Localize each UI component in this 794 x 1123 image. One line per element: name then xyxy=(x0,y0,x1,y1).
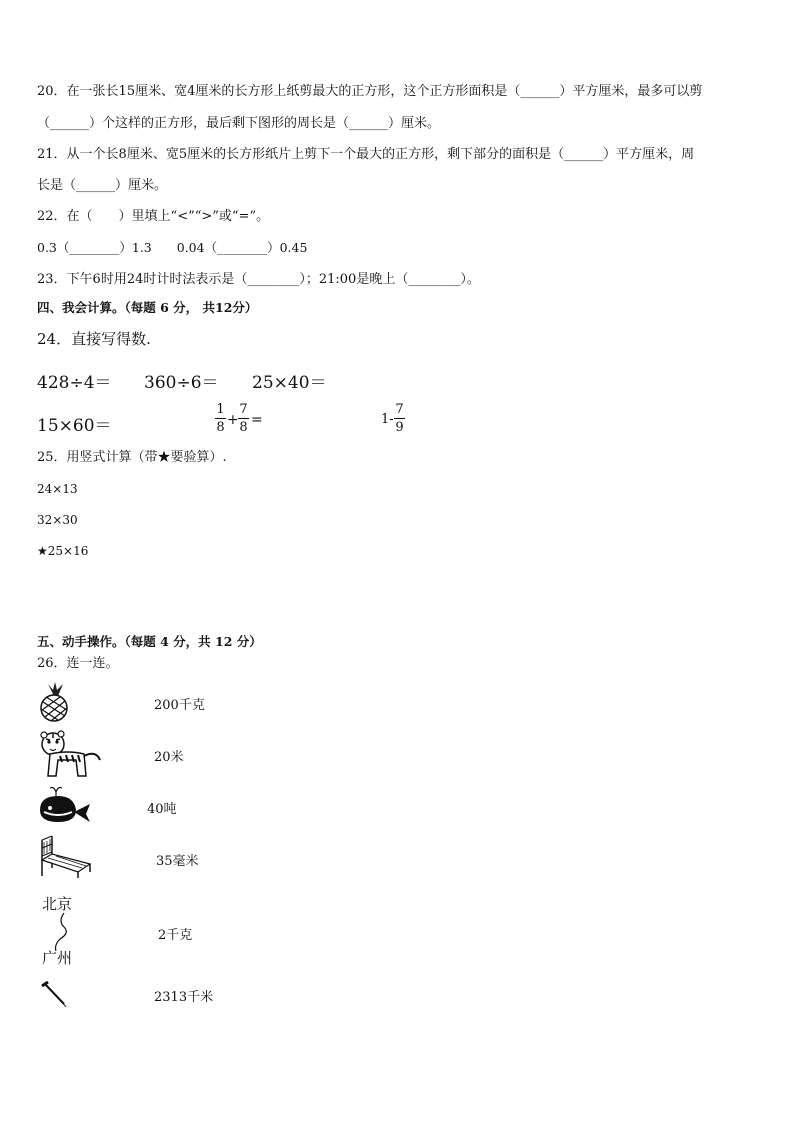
denominator: 8 xyxy=(239,420,248,435)
plus-sign: + xyxy=(227,412,239,428)
numerator: 1 xyxy=(216,402,225,417)
q25-problem-1: 24×13 xyxy=(37,482,78,496)
q20-line2: （______）个这样的正方形，最后剩下图形的周长是（______）厘米。 xyxy=(37,116,441,131)
match-label-2313km: 2313千米 xyxy=(154,990,214,1005)
map-label-guangzhou: 广州 xyxy=(42,949,73,967)
match-label-20m: 20米 xyxy=(154,750,184,765)
q23-line1: 23．下午6时用24时计时法表示是（________）；21:00是晚上（________）。 xyxy=(37,272,480,287)
q25-title: 25．用竖式计算（带★要验算）. xyxy=(37,450,227,465)
q22-line2: 0.3（________）1.3 0.04（________）0.45 xyxy=(37,240,308,255)
q24-expr-4: 15×60＝ xyxy=(37,416,112,436)
nail-icon xyxy=(40,980,68,1008)
whale-icon xyxy=(36,784,92,826)
denominator: 9 xyxy=(395,420,404,435)
bed-icon xyxy=(38,834,94,878)
numerator: 7 xyxy=(395,402,404,417)
match-label-40t: 40吨 xyxy=(147,802,177,817)
q25-problem-3: ★25×16 xyxy=(37,544,89,558)
q25-problem-2: 32×30 xyxy=(37,513,78,527)
tiger-icon xyxy=(38,730,102,778)
q24-expr-1: 428÷4＝ xyxy=(37,373,112,393)
numerator: 7 xyxy=(239,402,248,417)
route-line-icon xyxy=(42,911,82,951)
pineapple-icon xyxy=(36,682,72,722)
match-label-35mm: 35毫米 xyxy=(156,854,199,869)
denominator: 8 xyxy=(216,420,225,435)
section-5-title: 五、动手操作。（每题 4 分，共 12 分） xyxy=(37,634,262,649)
section-4-title: 四、我会计算。（每题 6 分， 共12分） xyxy=(37,300,258,315)
match-label-200kg: 200千克 xyxy=(154,698,205,713)
whole-minus: 1- xyxy=(381,412,394,427)
q21-line2: 长是（______）厘米。 xyxy=(37,178,168,193)
map-beijing-guangzhou xyxy=(42,893,82,971)
q26-title: 26．连一连。 xyxy=(37,656,119,671)
q22-line1: 22．在（ ）里填上“<”“>”或“=”。 xyxy=(37,209,270,224)
map-label-beijing: 北京 xyxy=(42,895,73,913)
equals-sign: = xyxy=(251,412,263,428)
q24-expr-3: 25×40＝ xyxy=(252,373,327,393)
q24-title: 24．直接写得数. xyxy=(37,330,151,348)
q20-line1: 20．在一张长15厘米、宽4厘米的长方形上纸剪最大的正方形，这个正方形面积是（______）平方厘米，最多可以剪 xyxy=(37,84,703,99)
match-label-2kg: 2千克 xyxy=(158,928,193,943)
q24-expr-2: 360÷6＝ xyxy=(144,373,219,393)
q21-line1: 21．从一个长8厘米、宽5厘米的长方形纸片上剪下一个最大的正方形，剩下部分的面积是（______）平方厘米，周 xyxy=(37,147,695,162)
